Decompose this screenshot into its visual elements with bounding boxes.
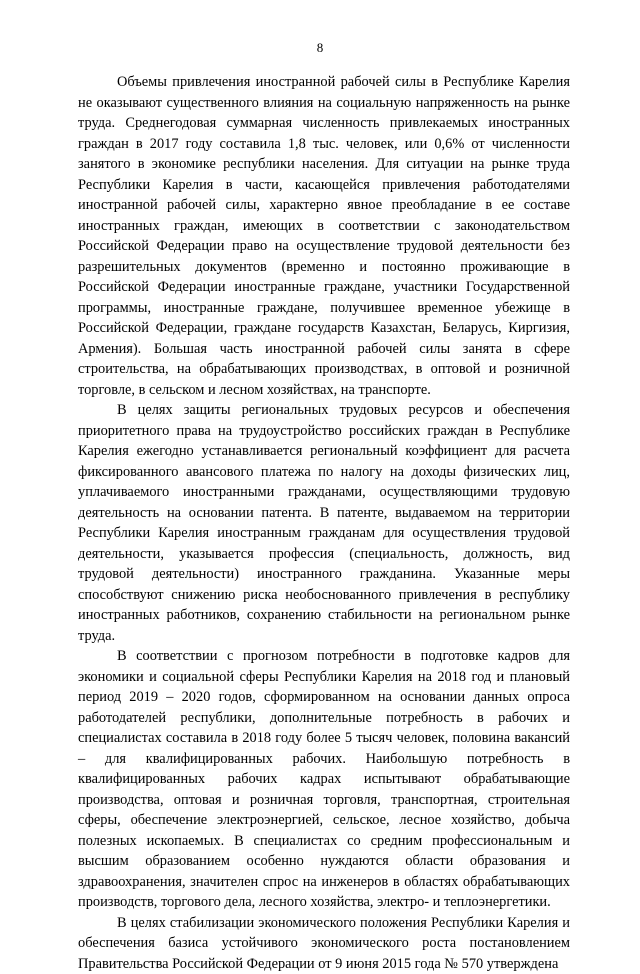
document-body (78, 72, 570, 974)
paragraph-labor-resources-protection: В целях защиты региональных трудовых ресурсов и обеспечения приоритетного права на трудоустройство российских граждан в Республике Карелия ежегодно устанавливается региональный коэффициент для расчета фиксированного авансового платежа по налогу на доходы физических лиц, уплачиваемого иностранными гражданами, осуществляющими трудовую деятельность на основании патента. В патенте, выдаваемом на территории Республики Карелия иностранным гражданам для осуществления трудовой деятельности, указывается профессия (специальность, должность, вид трудовой деятельности) иностранного гражданина. Указанные меры способствуют снижению риска необоснованного привлечения в республику иностранных работников, сохранению стабильности на региональном рынке труда. (78, 400, 570, 646)
page-number: 8 (0, 40, 640, 56)
paragraph-economic-stabilization: В целях стабилизации экономического положения Республики Карелия и обеспечения базиса устойчивого экономического роста постановлением Правительства Российской Федерации от 9 июня 2015 года № 570 утверждена (78, 913, 570, 974)
paragraph-foreign-labor-volume: Объемы привлечения иностранной рабочей силы в Республике Карелия не оказывают существенного влияния на социальную напряженность на рынке труда. Среднегодовая суммарная численность привлекаемых иностранных граждан в 2017 году составила 1,8 тыс. человек, или 0,6% от численности занятого в экономике республики населения. Для ситуации на рынке труда Республики Карелия в части, касающейся привлечения работодателями иностранной рабочей силы, характерно явное преобладание в ее составе иностранных граждан, имеющих в соответствии с законодательством Российской Федерации право на осуществление трудовой деятельности без разрешительных документов (временно и постоянно проживающие в Российской Федерации иностранные граждане, участники Государственной программы, иностранные граждане, получившее временное убежище в Российской Федерации, граждане государств Казахстан, Беларусь, Киргизия, Армения). Большая часть иностранной рабочей силы занята в сфере строительства, на обрабатывающих производствах, в оптовой и розничной торговле, в сельском и лесном хозяйствах, на транспорте. (78, 72, 570, 400)
paragraph-staffing-forecast: В соответствии с прогнозом потребности в подготовке кадров для экономики и социальной сферы Республики Карелия на 2018 год и плановый период 2019 – 2020 годов, сформированном на основании данных опроса работодателей республики, дополнительные потребность в рабочих и специалистах составила в 2018 году более 5 тысяч человек, половина вакансий – для квалифицированных рабочих. Наибольшую потребность в квалифицированных рабочих кадрах испытывают обрабатывающие производства, оптовая и розничная торговля, транспортная, строительная сферы, обеспечение электроэнергией, сельское, лесное хозяйство, добыча полезных ископаемых. В специалистах со средним профессиональным и высшим образованием особенно нуждаются области образования и здравоохранения, значителен спрос на инженеров в областях обрабатывающих производств, торгового дела, лесного хозяйства, электро- и теплоэнергетики. (78, 646, 570, 913)
